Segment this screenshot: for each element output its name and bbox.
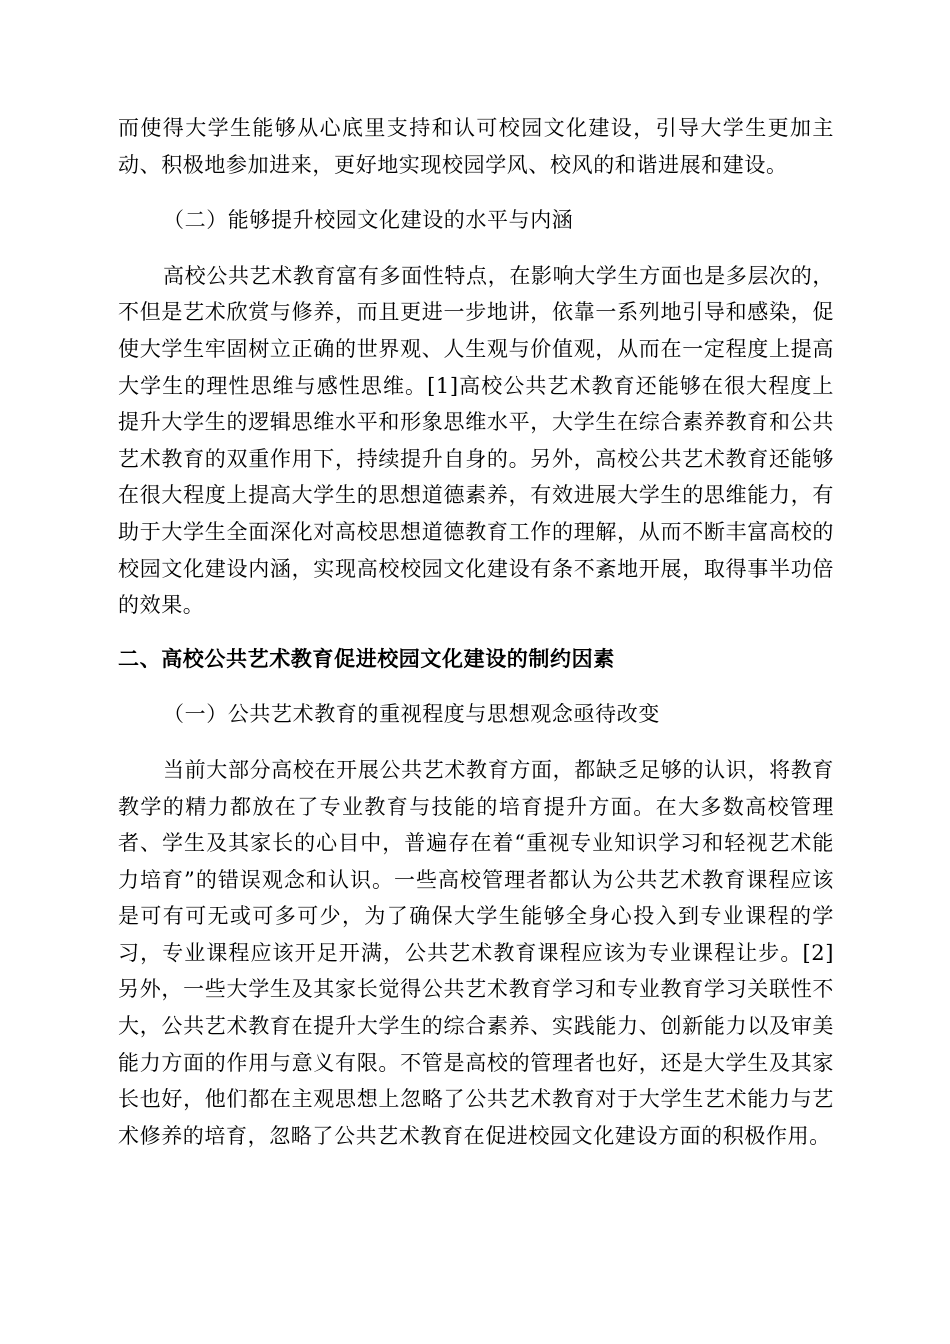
spacer: [118, 624, 834, 641]
document-body: [118, 110, 834, 1154]
subheading-improve-level: （二）能够提升校园文化建设的水平与内涵: [163, 208, 574, 233]
spacer: [118, 677, 834, 696]
intro-paragraph: 而使得大学生能够从心底里支持和认可校园文化建设，引导大学生更加主动、积极地参加进来，更好地实现校园学风、校风的和谐进展和建设。: [118, 116, 834, 177]
spacer: [118, 183, 834, 202]
section-heading-constraints: 二、高校公共艺术教育促进校园文化建设的制约因素: [118, 645, 615, 671]
spacer: [118, 733, 834, 752]
section-2-paragraph: 高校公共艺术教育富有多面性特点，在影响大学生方面也是多层次的，不但是艺术欣赏与修养，而且更进一步地讲，依靠一系列地引导和感染，促使大学生牢固树立正确的世界观、人生观与价值观，从而在一定程度上提高大学生的理性思维与感性思维。[1]高校公共艺术教育还能够在很大程度上提升大学生的逻辑思维水平和形象思维水平，大学生在综合素养教育和公共艺术教育的双重作用下，持续提升自身的。另外，高校公共艺术教育还能够在很大程度上提高大学生的思想道德素养，有效进展大学生的思维能力，有助于大学生全面深化对高校思想道德教育工作的理解，从而不断丰富高校的校园文化建设内涵，实现高校校园文化建设有条不紊地开展，取得事半功倍的效果。: [118, 263, 834, 618]
subheading-attention-concept: （一）公共艺术教育的重视程度与思想观念亟待改变: [163, 702, 660, 727]
spacer: [118, 239, 834, 258]
section-1-paragraph: 当前大部分高校在开展公共艺术教育方面，都缺乏足够的认识，将教育教学的精力都放在了专业教育与技能的培育提升方面。在大多数高校管理者、学生及其家长的心目中，普遍存在着“重视专业知识学习和轻视艺术能力培育”的错误观念和认识。一些高校管理者都认为公共艺术教育课程应该是可有可无或可多可少，为了确保大学生能够全身心投入到专业课程的学习，专业课程应该开足开满，公共艺术教育课程应该为专业课程让步。[2]另外，一些大学生及其家长觉得公共艺术教育学习和专业教育学习关联性不大，公共艺术教育在提升大学生的综合素养、实践能力、创新能力以及审美能力方面的作用与意义有限。不管是高校的管理者也好，还是大学生及其家长也好，他们都在主观思想上忽略了公共艺术教育对于大学生艺术能力与艺术修养的培育，忽略了公共艺术教育在促进校园文化建设方面的积极作用。: [118, 757, 834, 1148]
